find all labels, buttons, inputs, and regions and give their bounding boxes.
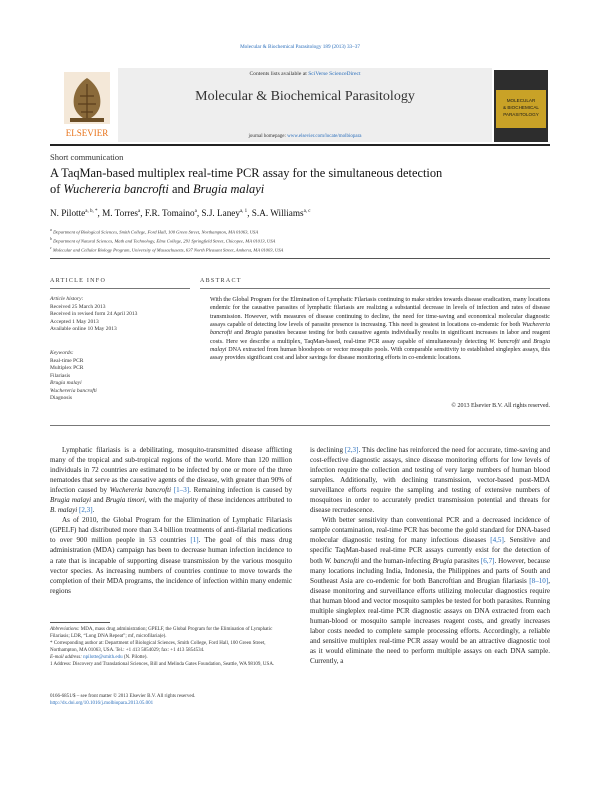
body-paragraph: Lymphatic filariasis is a debilitating, mosquito-transmitted disease afflicting many of the tropical and sub-tropical regions of the world. More than 120 million individuals in 72 countries are estimated to be infected by one or more of the three nematodes that serve as the causative agents of the disease, with greater than 90% of infection caused by Wuchereria bancrofti [1–3]. Remaining infection is caused by Brugia malayi and Brugia timori, with the majority of these incidences attributed to B. malayi [2,3]. [50, 446, 292, 515]
keyword: Brugia malayi [50, 380, 82, 386]
sciencedirect-link[interactable]: SciVerse ScienceDirect [308, 71, 361, 77]
elsevier-wordmark: ELSEVIER [65, 128, 109, 138]
author[interactable]: N. Pilotte$^{a, b, *}$ [50, 208, 98, 218]
contents-line: Contents lists available at SciVerse ScienceDirect [249, 71, 361, 77]
abstract-rule [200, 288, 550, 289]
reference-link[interactable]: [1–3] [171, 486, 190, 495]
affiliation-rule [50, 258, 550, 259]
cover-art [496, 90, 546, 128]
copyright: © 2013 Elsevier B.V. All rights reserved. [451, 403, 550, 409]
journal-header-box [118, 68, 492, 142]
journal-homepage-link[interactable]: www.elsevier.com/locate/molbiopara [287, 134, 362, 139]
keyword: Wuchereria bancrofti [50, 387, 97, 394]
article-info-rule [50, 288, 190, 289]
doi-link[interactable]: http://dx.doi.org/10.1016/j.molbiopara.2013.05.001 [50, 701, 154, 706]
running-head[interactable]: Molecular & Biochemical Parasitology 189 (2013) 33–37 [240, 44, 360, 50]
journal-homepage: journal homepage: www.elsevier.com/locate/molbiopara [248, 134, 362, 139]
footnotes [50, 626, 292, 668]
abstract-heading: ABSTRACT [200, 278, 242, 284]
article-history: Article history: Received 25 March 2013 Received in revised form 24 April 2013 Accepted 1 May 2013 Available online 10 May 2013 [50, 296, 138, 332]
affiliation-a: $^a$ Department of Biological Sciences, Smith College, Ford Hall, 100 Green Street, Northampton, MA 01063, USA [50, 228, 259, 235]
keyword: Filariasis [50, 372, 71, 379]
body-paragraph: With better sensitivity than conventional PCR and a decreased incidence of sample contamination, real-time PCR has become the gold standard for DNA-based molecular diagnostic testing for many infectious diseases [4,5]. Sensitive and specific TaqMan-based real-time PCR assays currently exist for the detection of both W. bancrofti and the human-infecting Brugia parasites [6,7]. However, because many locations including India, Indonesia, the Philippines and parts of South and Southeast Asia are co-endemic for both Bancroftian and Brugian filariasis [8–10], disease monitoring and surveillance efforts utilizing molecular diagnostics require that human blood and vector mosquito samples be tested for both parasites. Running multiple singleplex real-time PCR diagnostic assays on DNA extracted from each human-blood or mosquito sample increases reagent costs, and greatly increases labor costs needed to complete sample processing efforts. Accordingly, a reliable and sensitive multiplex real-time PCR assay would be an attractive diagnostic tool as it would eliminate the need to perform multiple assays on each DNA sample. Currently, a [310, 516, 550, 665]
reference-link[interactable]: [8–10] [529, 576, 549, 585]
article-info-heading: ARTICLE INFO [50, 278, 107, 284]
footnote-rule [50, 622, 110, 623]
issn-block: 0166-6851/$ – see front matter © 2013 Elsevier B.V. All rights reserved. http://dx.doi.org/10.1016/j.molbiopara.2013.05.001 [50, 693, 310, 707]
svg-text:PARASITOLOGY: PARASITOLOGY [503, 112, 539, 117]
keyword: Real-time PCR [50, 357, 84, 364]
abstract-text: With the Global Program for the Elimination of Lymphatic Filariasis continuing to make strides towards disease eradication, many locations endemic for the causative parasites of lymphatic filariasis are realizing a substantial decrease in levels of infection and rates of disease transmission. However, with measures of disease continuing to decline, the need for time-saving and economical molecular diagnostic assays capable of detecting low levels of parasite presence is increasing. This need is greatest in locations co-endemic for both Wuchereria bancrofti and Brugia parasites because testing for both causative agents individually results in significant increases in labor and reagent costs. Here we describe a multiplex, TaqMan-based, real-time PCR assay capable of simultaneously detecting W. bancrofti and Brugia malayi DNA extracted from human bloodspots or vector mosquito pools. With comparable sensitivity to established singleplex assays, this assay provides significant cost and labor savings for disease monitoring efforts in co-endemic locations. [210, 297, 551, 362]
body-column-left [50, 445, 292, 596]
reference-link[interactable]: [6,7] [480, 556, 495, 565]
address-footnote: 1 Address: Discovery and Translational Sciences, Bill and Melinda Gates Foundation, Seattle, WA 98109, USA. [50, 662, 275, 667]
keyword: Multiplex PCR [50, 365, 84, 371]
email-link[interactable]: npilotte@smith.edu [83, 655, 123, 660]
article-title: A TaqMan-based multiplex real-time PCR assay for the simultaneous detection of Wuchereria bancrofti and Brugia malayi [50, 166, 443, 196]
keywords: Keywords: Real-time PCR Multiplex PCR Filariasis Brugia malayi Wuchereria bancrofti Diagnosis [50, 350, 190, 403]
svg-text:& BIOCHEMICAL: & BIOCHEMICAL [503, 105, 539, 110]
author[interactable]: S.A. Williams$^{a, c}$ [251, 208, 311, 218]
svg-text:MOLECULAR: MOLECULAR [506, 98, 536, 103]
affiliation-b: $^b$ Department of Natural Sciences, Math and Technology, Elms College, 291 Springfield Street, Chicopee, MA 01013, USA [50, 237, 276, 244]
keyword: Diagnosis [50, 395, 72, 401]
author[interactable]: F.R. Tomaino$^a$ [144, 208, 197, 218]
journal-name: Molecular & Biochemical Parasitology [195, 89, 415, 104]
affiliation-c: $^c$ Molecular and Cellular Biology Program, University of Massachusetts, 637 North Pleasant Street, Amherst, MA 01003, USA [50, 246, 284, 253]
header-rule [50, 144, 550, 146]
article-section: Short communication [50, 152, 124, 162]
corresponding-author-footnote: * Corresponding author at: Department of Biological Sciences, Smith College, Ford Hall, 100 Green Street, Northampton, MA 01063, USA. Tel.: +1 413 5854029; fax: +1 413 5854534. [50, 641, 266, 653]
email-footnote: E-mail address: npilotte@smith.edu (N. Pilotte). [50, 655, 148, 660]
author-list: N. Pilotte$^{a, b, *}$, M. Torres$^a$, F.R. Tomaino$^a$, S.J. Laney$^{a, 1}$, S.A. Williams$^{a, c}$ [50, 208, 311, 218]
reference-link[interactable]: [4,5] [490, 536, 504, 545]
body-paragraph: As of 2010, the Global Program for the Elimination of Lymphatic Filariasis (GPELF) had distributed more than 3.4 billion treatments of anti-filarial medications to over 900 million people in 53 countries [1]. The goal of this mass drug administration (MDA) campaign has been to decrease human infection incidence to a rate that is incapable of supporting disease transmission by the various mosquito vector species. As increasing numbers of countries continue to move towards the completion of their MDA programs, the incidence of infection within many endemic regions [50, 516, 292, 595]
reference-link[interactable]: [1] [190, 536, 199, 545]
abbreviations-footnote: Abbreviations: MDA, mass drug administration; GPELF, the Global Program for the Elimination of Lymphatic Filariasis; LDR, “Long DNA Repeat”; mf, microfilaria(e). [50, 627, 273, 639]
elsevier-logo [58, 70, 116, 142]
abstract-end-rule [50, 425, 550, 426]
reference-link[interactable]: [2,3] [344, 446, 359, 454]
reference-link[interactable]: [2,3] [77, 506, 93, 515]
author[interactable]: M. Torres$^a$ [102, 208, 141, 218]
body-paragraph: is declining [2,3]. This decline has reinforced the need for accurate, time-saving and cost-effective diagnostic assays, since disease monitoring efforts for low levels of infection require the collection and testing of very large numbers of human blood samples. Additionally, with declining transmission, vector-based post-MDA surveillance efforts require the sampling and testing of extensive numbers of mosquitoes in order to accurately predict transmission potential and threats for disease recrudescence. [310, 446, 550, 515]
body-column-right [310, 445, 550, 666]
author[interactable]: S.J. Laney$^{a, 1}$ [201, 208, 248, 218]
